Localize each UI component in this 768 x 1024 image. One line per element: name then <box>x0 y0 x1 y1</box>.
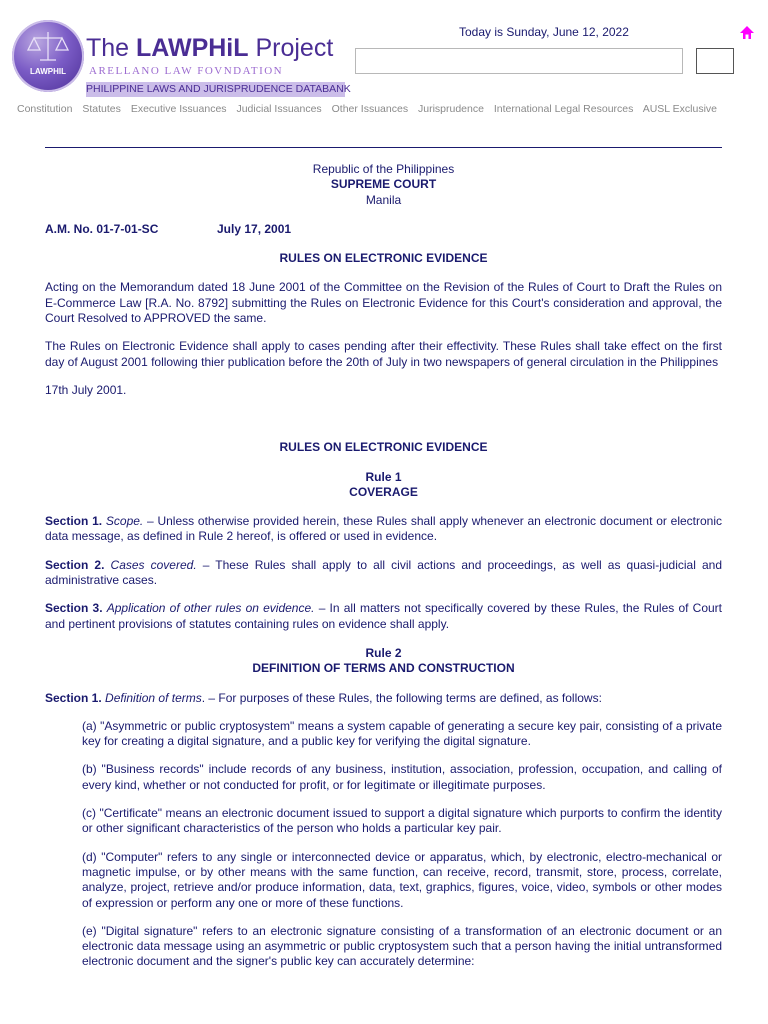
case-date: July 17, 2001 <box>217 221 292 236</box>
nav-statutes[interactable]: Statutes <box>82 103 121 115</box>
main-nav <box>17 103 724 115</box>
nav-ausl-exclusive[interactable]: AUSL Exclusive <box>642 103 718 115</box>
rules-title: RULES ON ELECTRONIC EVIDENCE <box>279 440 488 455</box>
databank-banner: PHILIPPINE LAWS AND JURISPRUDENCE DATABANK <box>86 83 351 95</box>
document-title: RULES ON ELECTRONIC EVIDENCE <box>279 251 488 266</box>
case-number-line <box>45 222 722 237</box>
intro-paragraph: Acting on the Memorandum dated 18 June 2001 of the Committee on the Revision of the Rules of Court to Draft the Rules on E-Commerce Law [R.A. No. 8792] submitting the Rules on Electronic Evidence for this Court's consideration and approval, the Court Resolved to APPROVED the same. <box>45 280 722 326</box>
rule2-section-1: Section 1. Definition of terms. – For purposes of these Rules, the following terms are defined, as follows: <box>45 690 602 705</box>
rule-2-title: DEFINITION OF TERMS AND CONSTRUCTION <box>252 661 515 676</box>
nav-other-issuances[interactable]: Other Issuances <box>331 103 409 115</box>
search-input[interactable] <box>355 48 683 74</box>
site-logo[interactable] <box>10 20 351 100</box>
document-body <box>45 162 722 970</box>
date-paragraph: 17th July 2001. <box>45 382 127 397</box>
home-icon[interactable] <box>739 25 755 41</box>
definition-a: (a) "Asymmetric or public cryptosystem" means a system capable of generating a secure key pair, consisting of a private key for creating a digital signature, and a public key for verifying the digital signature. <box>82 718 722 749</box>
am-number: A.M. No. 01-7-01-SC <box>45 221 159 236</box>
rule-1-title: COVERAGE <box>349 484 418 499</box>
definition-e: (e) "Digital signature" refers to an electronic signature consisting of a transformation of an electronic document or an electronic data message using an asymmetric or public cryptosystem such that a person having the initial untransformed electronic document and the signer's public key can accurately determine: <box>82 923 722 969</box>
seal-label: LAWPHIL <box>30 67 66 76</box>
rule1-section-3: Section 3. Application of other rules on evidence. – In all matters not specifically covered by these Rules, the Rules of Court and pertinent provisions of statutes containing rules on evidence shall apply. <box>45 601 722 631</box>
rule1-section-2: Section 2. Cases covered. – These Rules shall apply to all civil actions and proceedings, as well as quasi-judicial and administrative cases. <box>45 557 722 588</box>
today-date: Today is Sunday, June 12, 2022 <box>459 25 629 39</box>
effectivity-paragraph: The Rules on Electronic Evidence shall apply to cases pending after their effectivity. These Rules shall take effect on the first day of August 2001 following thier publication before the 20th of July in two newspapers of general circulation in the Philippines <box>45 339 722 369</box>
definition-d: (d) "Computer" refers to any single or interconnected device or apparatus, which, by electronic, electro-mechanical or magnetic impulse, or by other means with the same function, can receive, record, transmit, store, process, correlate, analyze, project, retrieve and/or produce information, data, text, graphics, figures, voice, video, symbols or other modes of expression or perform any one or more of these functions. <box>82 849 722 910</box>
site-subtitle: ARELLANO LAW FOVNDATION <box>89 65 284 77</box>
republic-line: Republic of the Philippines <box>312 162 455 176</box>
nav-international-legal-resources[interactable]: International Legal Resources <box>493 103 634 115</box>
nav-jurisprudence[interactable]: Jurisprudence <box>417 103 484 115</box>
nav-judicial-issuances[interactable]: Judicial Issuances <box>236 103 322 115</box>
court-place: Manila <box>365 192 402 207</box>
court-name: SUPREME COURT <box>330 177 437 192</box>
definition-c: (c) "Certificate" means an electronic document issued to support a digital signature which purports to confirm the identity or other significant characteristics of the person who holds a particular key pair. <box>82 806 722 836</box>
nav-executive-issuances[interactable]: Executive Issuances <box>130 103 227 115</box>
rule-1-number: Rule 1 <box>365 469 402 484</box>
definition-b: (b) "Business records" include records of any business, institution, association, profession, occupation, and calling of every kind, whether or not conducted for profit, or for legitimate or illegitimate purposes. <box>82 762 722 792</box>
search-button[interactable] <box>696 48 734 74</box>
rule1-section-1: Section 1. Scope. – Unless otherwise provided herein, these Rules shall apply whenever an electronic document or electronic data message, as defined in Rule 2 hereof, is offered or used in evidence. <box>45 514 722 544</box>
rule-2-number: Rule 2 <box>365 645 402 660</box>
lawphil-seal-icon <box>12 20 84 92</box>
header-divider <box>45 147 722 148</box>
site-title: The LAWPHiL Project <box>86 34 334 62</box>
nav-constitution[interactable]: Constitution <box>17 103 73 115</box>
